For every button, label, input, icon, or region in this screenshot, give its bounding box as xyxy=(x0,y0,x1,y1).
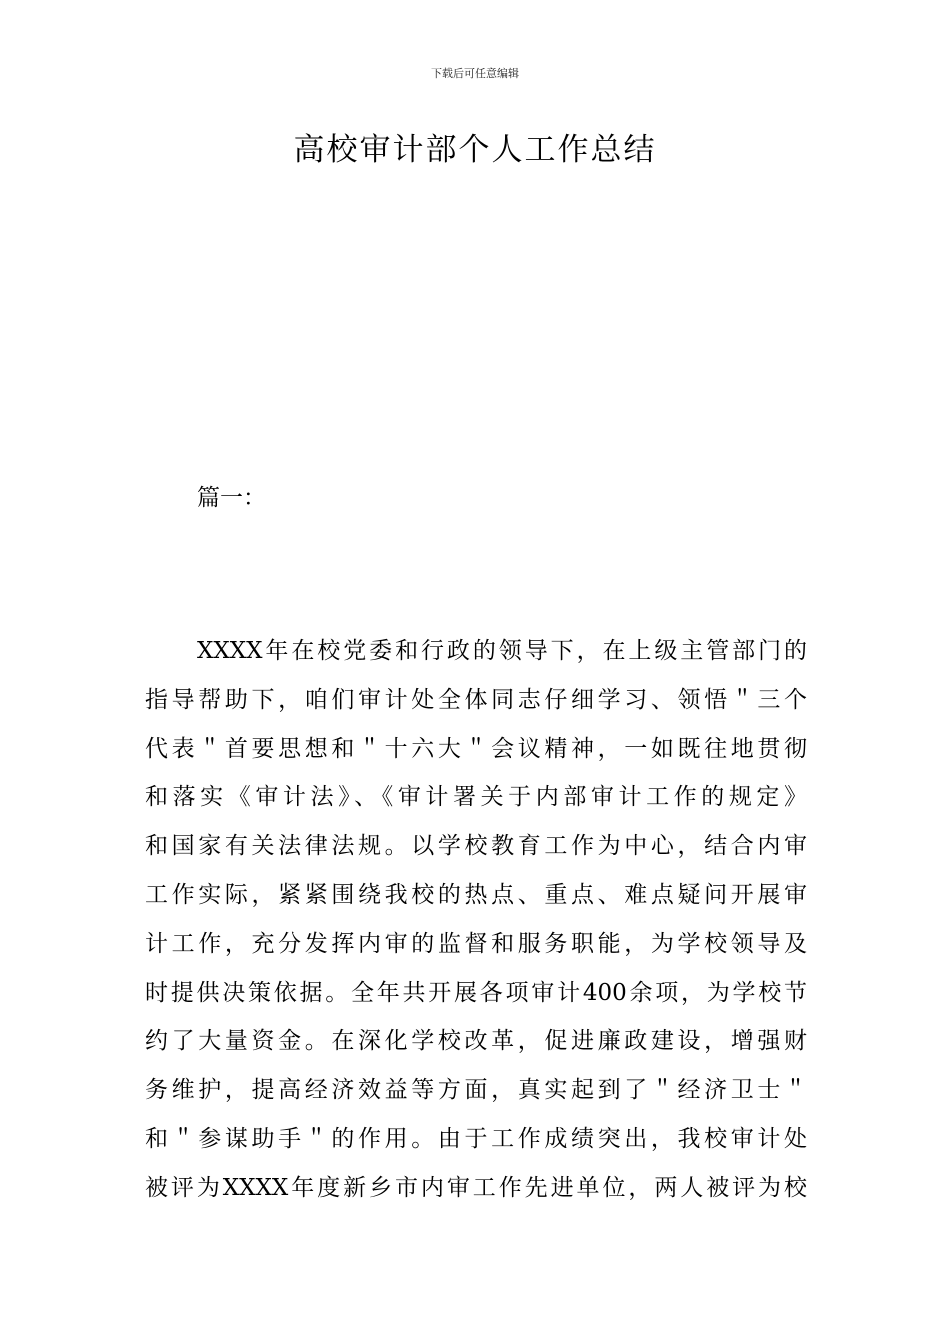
paragraph-line: 和国家有关法律法规。以学校教育工作为中心，结合内审 xyxy=(145,833,807,860)
paragraph-line: 指导帮助下，咱们审计处全体同志仔细学习、领悟＂三个 xyxy=(145,686,807,713)
paragraph-line: 计工作，充分发挥内审的监督和服务职能，为学校领导及 xyxy=(145,930,807,957)
paragraph-line: 代表＂首要思想和＂十六大＂会议精神，一如既往地贯彻 xyxy=(145,735,807,762)
paragraph-line: 时提供决策依据。全年共开展各项审计400余项，为学校节 xyxy=(145,979,807,1006)
header-note: 下载后可任意编辑 xyxy=(431,67,519,80)
paragraph-line: 和＂参谋助手＂的作用。由于工作成绩突出，我校审计处 xyxy=(145,1125,807,1152)
paragraph-line: 约了大量资金。在深化学校改革，促进廉政建设，增强财 xyxy=(145,1028,807,1055)
paragraph-line: 务维护，提高经济效益等方面，真实起到了＂经济卫士＂ xyxy=(145,1077,807,1104)
paragraph-line: XXXX年在校党委和行政的领导下，在上级主管部门的 xyxy=(197,638,807,664)
paragraph-line: 和落实《审计法》、《审计署关于内部审计工作的规定》 xyxy=(145,784,807,811)
paragraph-line: 工作实际，紧紧围绕我校的热点、重点、难点疑问开展审 xyxy=(145,881,807,908)
paragraph-line: 被评为XXXX年度新乡市内审工作先进单位，两人被评为校 xyxy=(145,1174,807,1201)
section-label: 篇一： xyxy=(197,485,266,511)
body-paragraph xyxy=(145,627,807,1213)
document-title: 高校审计部个人工作总结 xyxy=(293,132,657,168)
